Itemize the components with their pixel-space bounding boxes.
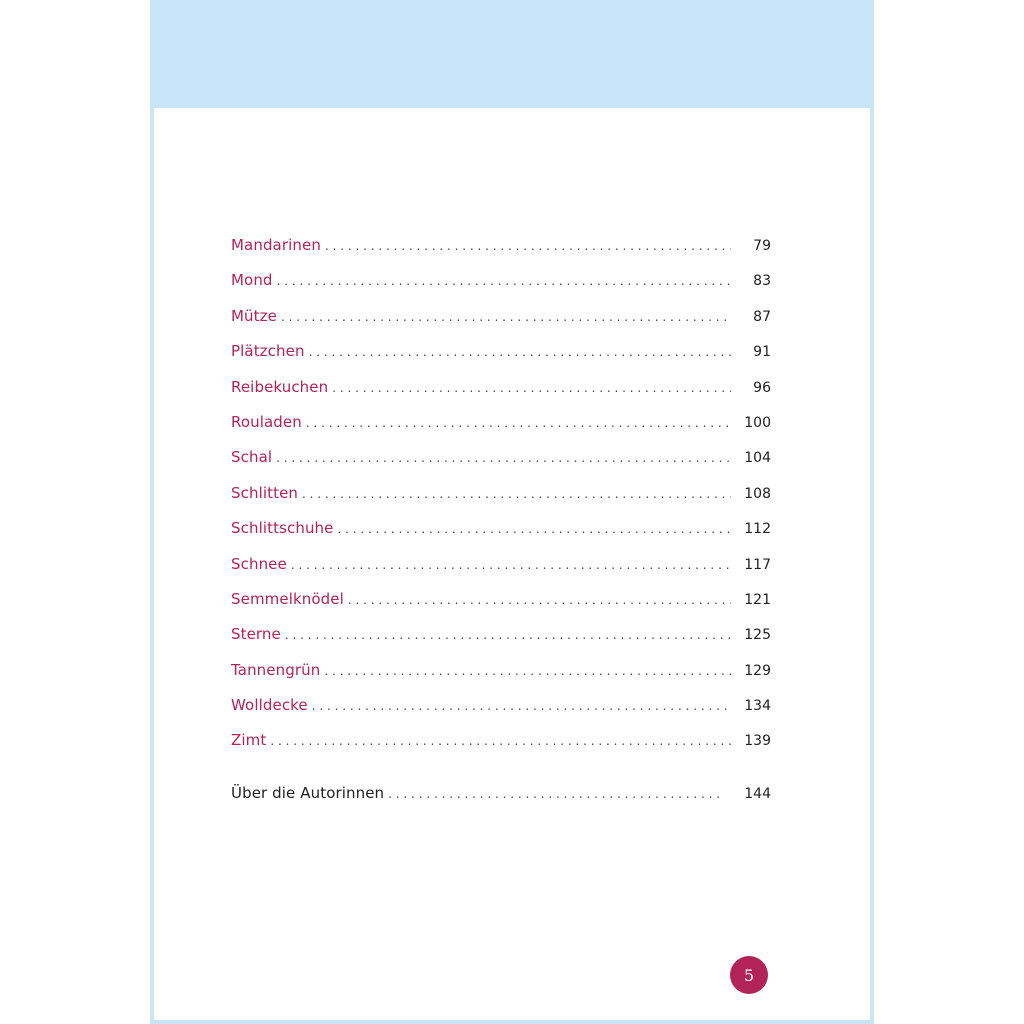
dot-leader — [302, 488, 731, 500]
toc-entry — [231, 307, 771, 342]
dot-leader — [285, 629, 731, 641]
toc-entry-title: Wolldecke — [231, 696, 308, 715]
toc-entry-title: Mandarinen — [231, 236, 321, 254]
toc-entry-page: 125 — [744, 627, 771, 644]
toc-entry-page: 83 — [753, 273, 771, 290]
toc-entry-page: 121 — [744, 591, 771, 608]
toc-entry — [231, 413, 771, 448]
toc-entry-title: Zimt — [231, 731, 267, 750]
dot-leader — [291, 559, 731, 571]
toc-entry-title: Mütze — [231, 306, 277, 325]
dot-leader — [348, 594, 731, 606]
toc-entry-about-authors — [231, 784, 771, 802]
dot-leader — [277, 275, 731, 287]
toc-entry-title: Tannengrün — [231, 660, 321, 679]
dot-leader — [281, 311, 731, 323]
toc-entry — [231, 731, 771, 766]
toc-entry — [231, 519, 771, 554]
page-content — [154, 108, 870, 1020]
dot-leader — [309, 346, 731, 358]
toc-entry-title: Rouladen — [231, 412, 302, 431]
book-page — [150, 0, 874, 1024]
toc-entry-page: 108 — [744, 485, 771, 502]
toc-entry — [231, 448, 771, 483]
toc-entry-title: Schlitten — [231, 483, 299, 502]
toc-entry — [231, 271, 771, 306]
page-number-badge: 5 — [730, 956, 768, 994]
dot-leader — [312, 700, 731, 712]
toc-entry-page: 91 — [753, 344, 771, 361]
dot-leader — [276, 452, 731, 464]
dot-leader — [306, 417, 731, 429]
toc-entry-title: Reibekuchen — [231, 377, 329, 396]
toc-entry-title: Mond — [231, 271, 273, 290]
toc-entry — [231, 590, 771, 625]
toc-entry-title: Sterne — [231, 625, 281, 644]
dot-leader — [324, 665, 731, 677]
toc-entry-page: 129 — [744, 662, 771, 679]
toc-entry-page: 100 — [744, 414, 771, 431]
toc-entry — [231, 378, 771, 413]
toc-entry-title: Schal — [231, 448, 273, 467]
dot-leader — [332, 382, 731, 394]
toc-entry — [231, 661, 771, 696]
toc-entry-page: 117 — [744, 556, 771, 573]
dot-leader — [270, 735, 731, 747]
dot-leader — [337, 523, 731, 535]
toc-entry-page: 104 — [744, 450, 771, 467]
toc-entry — [231, 696, 771, 731]
toc-entry — [231, 236, 771, 271]
toc-entry-page: 96 — [753, 379, 771, 396]
toc-entry — [231, 484, 771, 519]
toc-entry-title: Über die Autorinnen — [231, 784, 385, 802]
dot-leader — [388, 788, 723, 800]
toc-entry-page: 112 — [744, 521, 771, 538]
toc-entry-title: Schnee — [231, 554, 287, 573]
toc-entry-title: Semmelknödel — [231, 589, 344, 608]
toc-entry-page: 87 — [753, 308, 771, 325]
toc-entry-page: 79 — [753, 238, 771, 254]
toc-entry-page: 144 — [744, 786, 771, 802]
table-of-contents — [231, 236, 771, 767]
toc-entry — [231, 555, 771, 590]
toc-entry — [231, 625, 771, 660]
toc-entry-title: Schlittschuhe — [231, 519, 334, 538]
toc-entry-page: 134 — [744, 698, 771, 715]
toc-entry — [231, 342, 771, 377]
dot-leader — [325, 240, 731, 252]
toc-entry-title: Plätzchen — [231, 342, 305, 361]
toc-entry-page: 139 — [744, 733, 771, 750]
